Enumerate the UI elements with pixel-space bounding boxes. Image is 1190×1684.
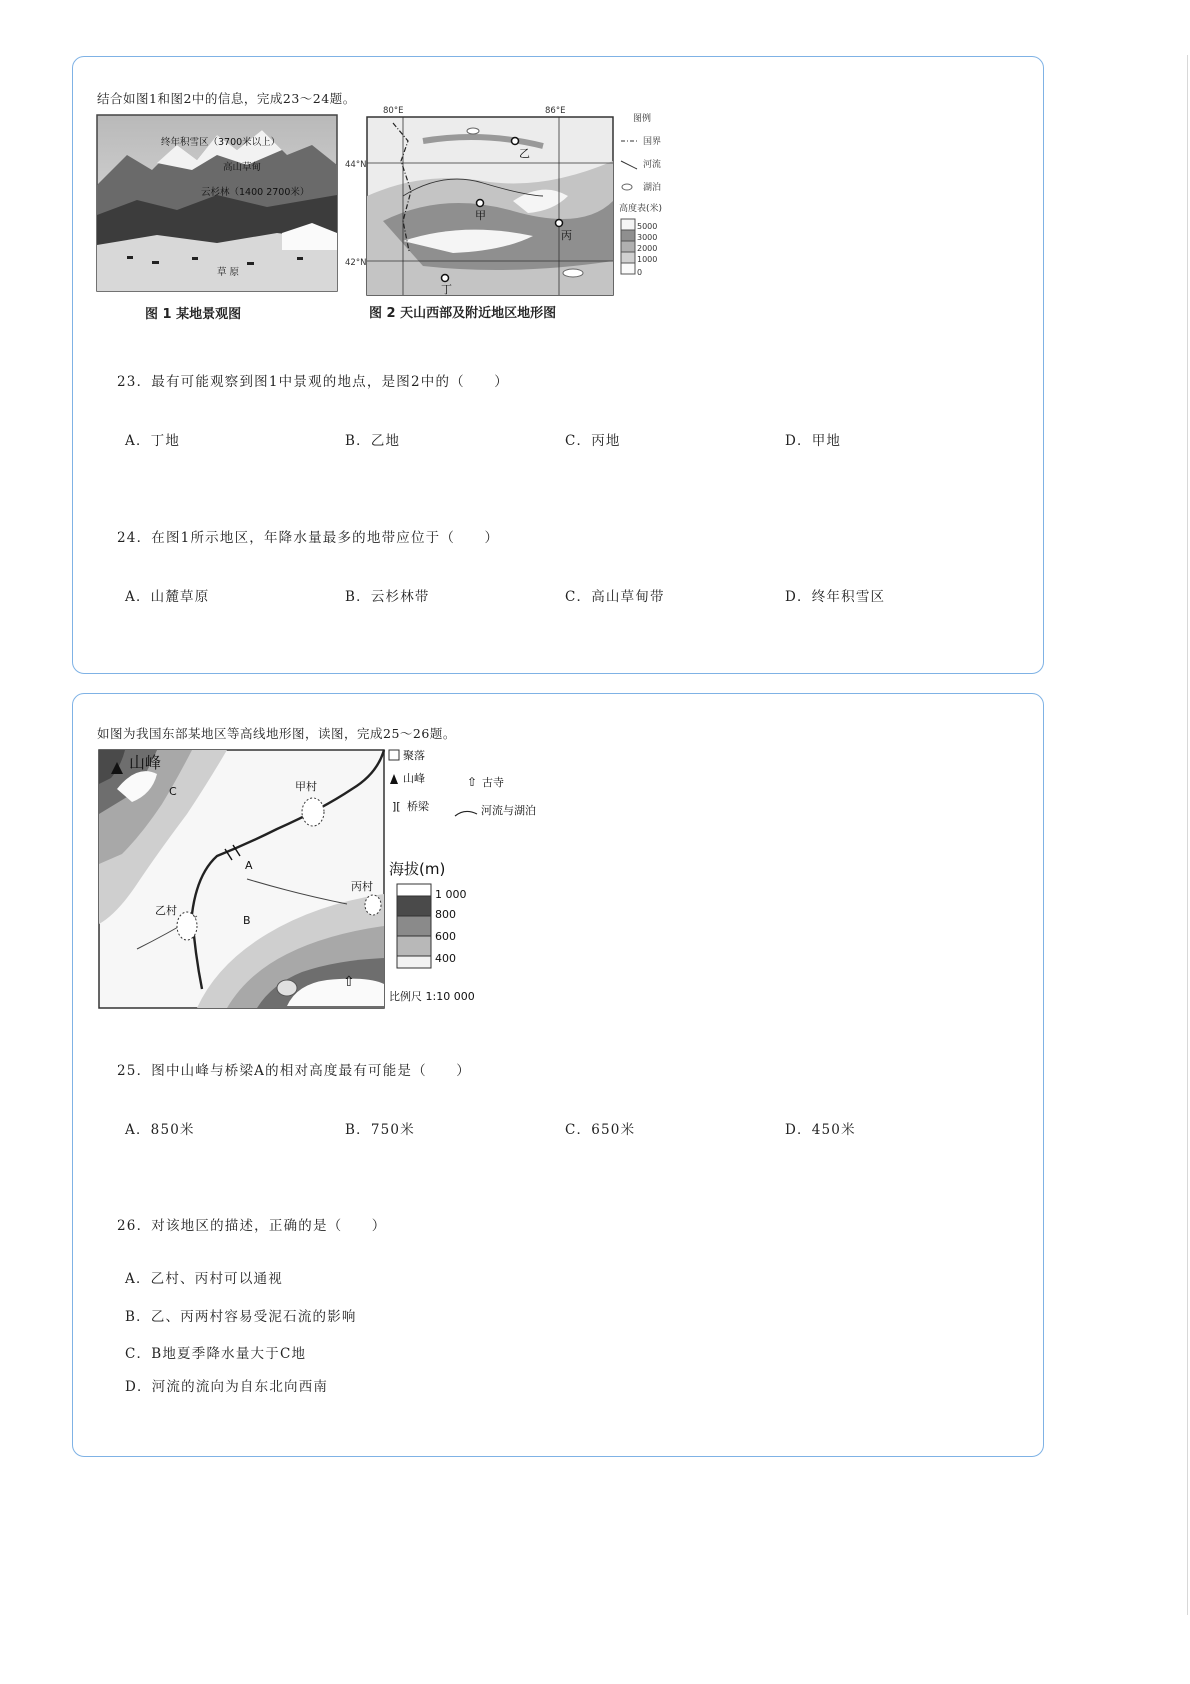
label-alpine-meadow: 高山草甸	[223, 162, 262, 173]
label-spruce-forest: 云杉林（1400 2700米）	[201, 187, 310, 198]
question-card-25-26	[72, 693, 1044, 1457]
village-bing: 丙村	[351, 880, 373, 893]
label-snow-zone: 终年积雪区（3700米以上）	[161, 137, 281, 148]
altitude-1000: 1 000	[435, 888, 467, 901]
figure-1-landscape	[97, 115, 342, 325]
question-25-stem: 25．图中山峰与桥梁A的相对高度最有可能是（ ）	[117, 1063, 471, 1079]
altitude-800: 800	[435, 908, 456, 921]
figure-2-tianshan-map	[345, 101, 703, 329]
place-yi: 乙	[519, 147, 530, 160]
village-yi: 乙村	[155, 904, 177, 917]
lon-80e: 80°E	[383, 106, 404, 116]
label-a: A	[245, 859, 253, 872]
lon-86e: 86°E	[545, 106, 566, 116]
place-bing: 丙	[561, 229, 572, 242]
q26-option-b[interactable]: B．乙、丙两村容易受泥石流的影响	[125, 1309, 357, 1325]
contour-map-figure	[97, 744, 536, 1010]
section-intro: 结合如图1和图2中的信息，完成23～24题。	[97, 91, 356, 106]
q24-option-c[interactable]: C．高山草甸带	[565, 589, 665, 605]
question-24-stem: 24．在图1所示地区，年降水量最多的地带应位于（ ）	[117, 530, 500, 546]
temple-symbol: ⇧	[343, 974, 355, 990]
legend-bridge: 桥梁	[407, 800, 429, 813]
altitude-600: 600	[435, 930, 456, 943]
legend-bridge-symbol: ][	[392, 800, 401, 813]
q25-option-c[interactable]: C．650米	[565, 1122, 636, 1138]
q26-option-d[interactable]: D．河流的流向为自东北向西南	[125, 1379, 329, 1395]
village-jia: 甲村	[295, 780, 317, 793]
legend-peak: 山峰	[403, 772, 425, 785]
place-jia: 甲	[475, 209, 486, 222]
legend-temple-symbol: ⇧	[467, 775, 478, 789]
q23-option-b[interactable]: B．乙地	[345, 433, 401, 449]
legend-lake: 湖泊	[643, 183, 662, 193]
label-b: B	[243, 914, 251, 927]
q23-option-d[interactable]: D．甲地	[785, 433, 842, 449]
legend-river: 河流	[643, 160, 662, 170]
legend-title: 图例	[633, 114, 652, 124]
section-intro: 如图为我国东部某地区等高线地形图，读图，完成25～26题。	[97, 726, 456, 741]
lat-42n: 42°N	[345, 258, 367, 268]
height-1000: 1000	[637, 255, 658, 264]
q25-option-a[interactable]: A．850米	[125, 1122, 195, 1138]
question-23-stem: 23．最有可能观察到图1中景观的地点，是图2中的（ ）	[117, 374, 509, 390]
q25-option-d[interactable]: D．450米	[785, 1122, 856, 1138]
legend-river: 河流与湖泊	[481, 804, 536, 817]
altitude-400: 400	[435, 952, 456, 965]
height-2000: 2000	[637, 244, 658, 253]
legend-temple: 古寺	[482, 776, 504, 789]
q26-option-a[interactable]: A．乙村、丙村可以通视	[125, 1271, 283, 1287]
height-3000: 3000	[637, 233, 658, 242]
lat-44n: 44°N	[345, 160, 367, 170]
label-peak: 山峰	[129, 753, 162, 772]
q24-option-b[interactable]: B．云杉林带	[345, 589, 430, 605]
legend-border: 国界	[643, 137, 662, 147]
map-scale: 比例尺 1:10 000	[389, 990, 475, 1003]
q26-option-c[interactable]: C．B地夏季降水量大于C地	[125, 1346, 307, 1362]
page-right-divider	[1187, 55, 1188, 1615]
q23-option-c[interactable]: C．丙地	[565, 433, 621, 449]
place-ding: 丁	[441, 283, 452, 296]
question-26-stem: 26．对该地区的描述，正确的是（ ）	[117, 1218, 387, 1234]
label-c: C	[169, 785, 177, 798]
q24-option-d[interactable]: D．终年积雪区	[785, 589, 886, 605]
height-0: 0	[637, 268, 643, 277]
legend-settlement: 聚落	[403, 749, 425, 762]
q25-option-b[interactable]: B．750米	[345, 1122, 415, 1138]
height-5000: 5000	[637, 222, 658, 231]
legend-height-title: 高度表(米)	[619, 204, 663, 214]
figure-2-caption: 图 2 天山西部及附近地区地形图	[369, 306, 557, 321]
altitude-title: 海拔(m)	[389, 860, 446, 878]
question-card-23-24	[72, 56, 1044, 674]
q24-option-a[interactable]: A．山麓草原	[125, 589, 210, 605]
q23-option-a[interactable]: A．丁地	[125, 433, 181, 449]
label-grassland: 草 原	[217, 267, 240, 278]
figure-1-caption: 图 1 某地景观图	[145, 307, 242, 322]
